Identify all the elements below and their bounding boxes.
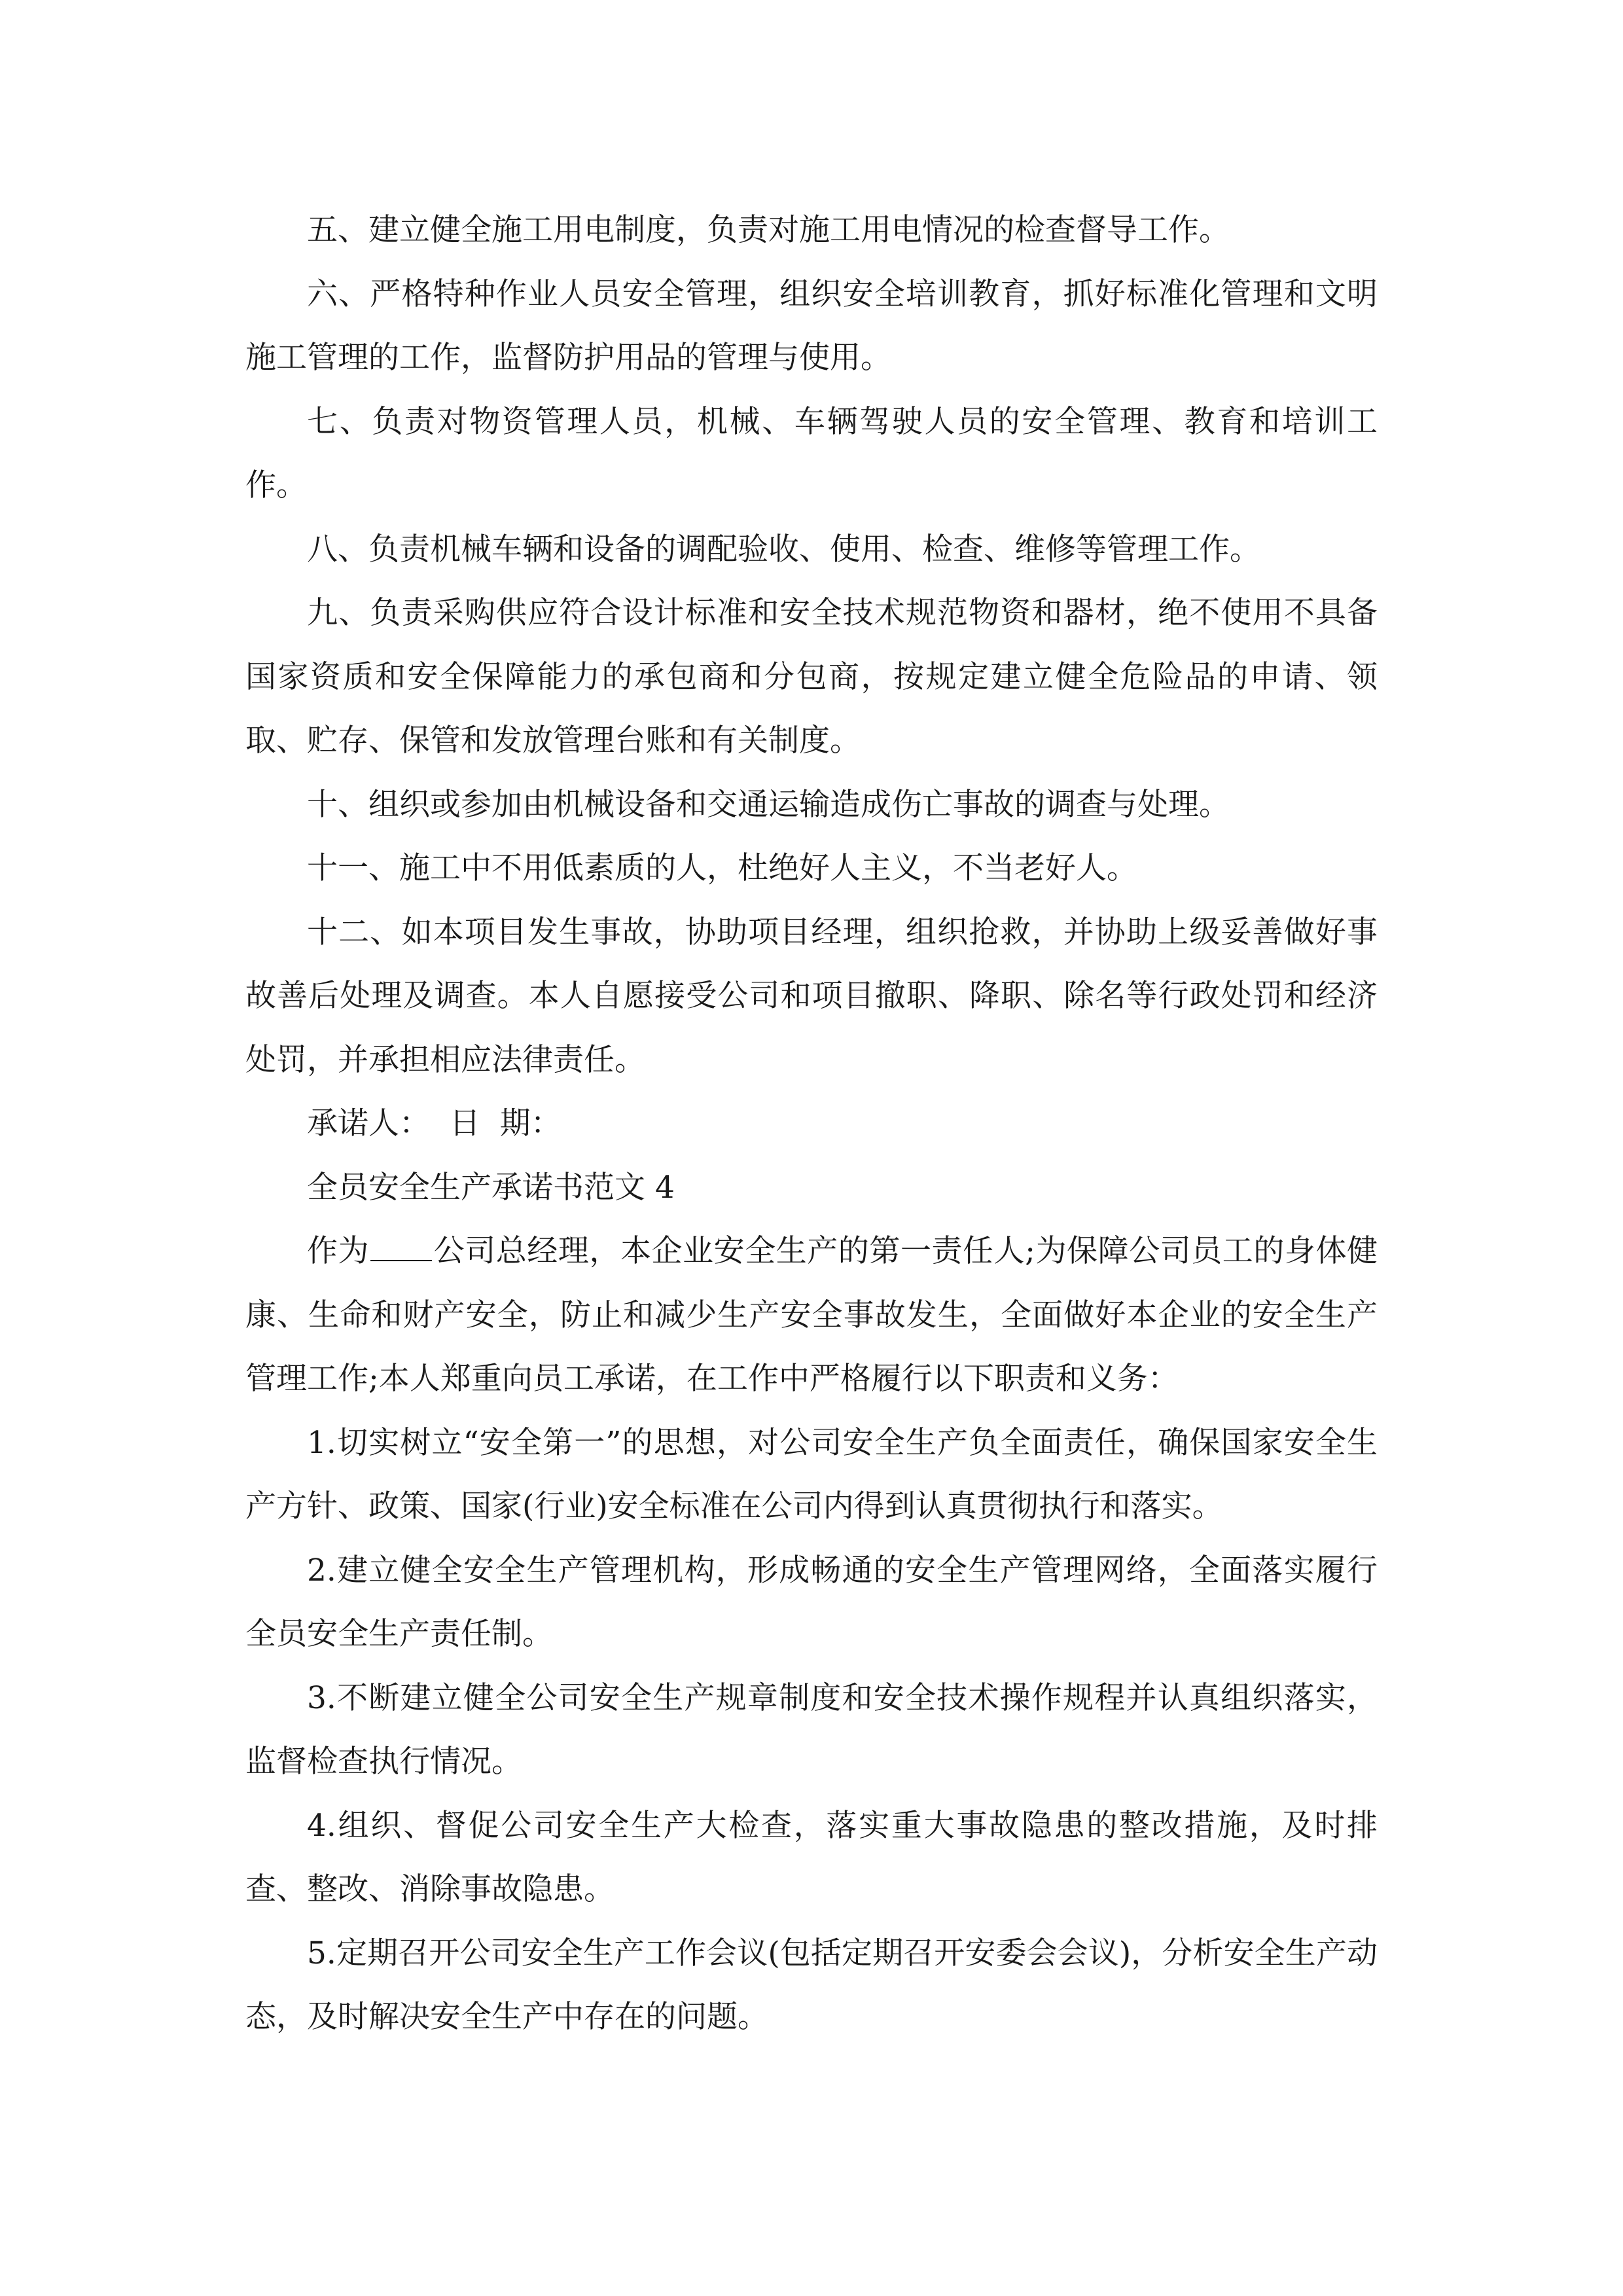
intro-text-after-blank: 公司总经理，本企业安全生产的第一责任人;为保障公司员工的身体健康、生命和财产安全，防止和减少生产安全事故发生，全面做好本企业的安全生产管理工作;本人郑重向员工承诺，在工作中严格履行以下职责和义务： [245, 1233, 1378, 1397]
paragraph-item-7: 七、负责对物资管理人员，机械、车辆驾驶人员的安全管理、教育和培训工作。 [245, 403, 1378, 503]
fill-in-blank [370, 1257, 432, 1261]
signature-line: 承诺人： 日 期： [307, 1105, 562, 1141]
intro-paragraph [245, 1219, 1378, 1411]
paragraph-item-6: 六、严格特种作业人员安全管理，组织安全培训教育，抓好标准化管理和文明施工管理的工作，监督防护用品的管理与使用。 [245, 276, 1378, 376]
duty-item-1: 1.切实树立“安全第一”的思想，对公司安全生产负全面责任，确保国家安全生产方针、政策、国家(行业)安全标准在公司内得到认真贯彻执行和落实。 [245, 1424, 1378, 1524]
paragraph-item-8: 八、负责机械车辆和设备的调配验收、使用、检查、维修等管理工作。 [307, 531, 1260, 567]
paragraph-item-11: 十一、施工中不用低素质的人，杜绝好人主义，不当老好人。 [307, 850, 1137, 886]
intro-text-before-blank: 作为 [307, 1233, 370, 1269]
duty-item-2: 2.建立健全安全生产管理机构，形成畅通的安全生产管理网络，全面落实履行全员安全生产责任制。 [245, 1552, 1378, 1652]
duty-item-5: 5.定期召开公司安全生产工作会议(包括定期召开安委会会议)，分析安全生产动态，及时解决安全生产中存在的问题。 [245, 1935, 1378, 2035]
document-body [245, 198, 1378, 2049]
paragraph-item-10: 十、组织或参加由机械设备和交通运输造成伤亡事故的调查与处理。 [307, 786, 1230, 823]
duty-item-4: 4.组织、督促公司安全生产大检查，落实重大事故隐患的整改措施，及时排查、整改、消除事故隐患。 [245, 1807, 1378, 1907]
section-heading: 全员安全生产承诺书范文 4 [307, 1169, 675, 1206]
paragraph-item-9: 九、负责采购供应符合设计标准和安全技术规范物资和器材，绝不使用不具备国家资质和安全保障能力的承包商和分包商，按规定建立健全危险品的申请、领取、贮存、保管和发放管理台账和有关制度。 [245, 595, 1378, 759]
paragraph-item-12: 十二、如本项目发生事故，协助项目经理，组织抢救，并协助上级妥善做好事故善后处理及调查。本人自愿接受公司和项目撤职、降职、除名等行政处罚和经济处罚，并承担相应法律责任。 [245, 914, 1378, 1078]
duty-item-3: 3.不断建立健全公司安全生产规章制度和安全技术操作规程并认真组织落实，监督检查执行情况。 [245, 1679, 1378, 1780]
paragraph-item-5: 五、建立健全施工用电制度，负责对施工用电情况的检查督导工作。 [307, 212, 1230, 248]
